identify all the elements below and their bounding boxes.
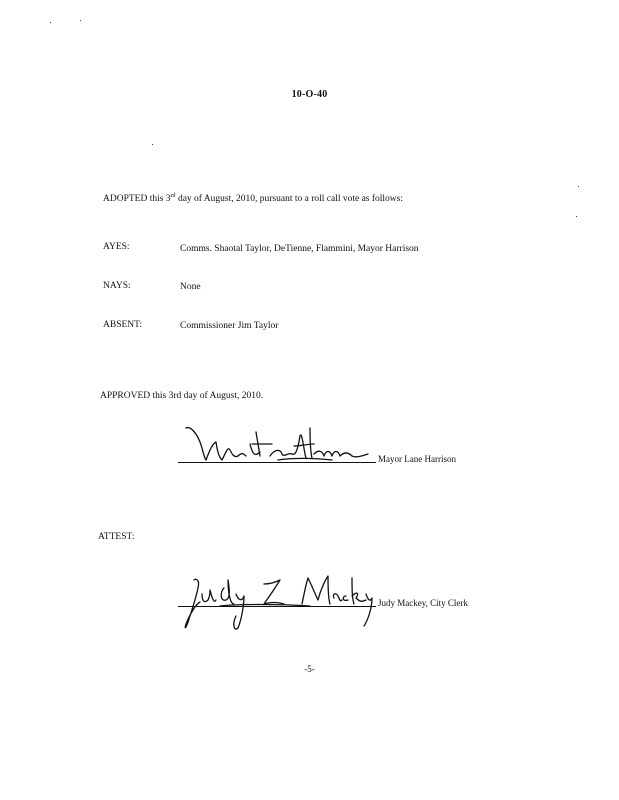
adopted-prefix: ADOPTED this 3 <box>103 194 171 204</box>
adopted-suffix: day of August, 2010, pursuant to a roll call vote as follows: <box>175 194 404 204</box>
ordinance-number: 10-O-40 <box>291 89 328 100</box>
absent-label: ABSENT: <box>103 320 143 330</box>
scan-speck <box>80 20 81 21</box>
approved-statement: APPROVED this 3rd day of August, 2010. <box>100 391 264 401</box>
mayor-signature-line <box>178 462 376 463</box>
scan-speck <box>578 186 579 187</box>
clerk-signature <box>180 570 375 634</box>
page-number: -5- <box>304 664 315 674</box>
adopted-superscript: rd <box>170 193 176 199</box>
ayes-label: AYES: <box>103 242 130 252</box>
nays-label: NAYS: <box>103 281 131 291</box>
ayes-value: Comms. Shaotal Taylor, DeTienne, Flammini, Mayor Harrison <box>180 244 419 254</box>
attest-label: ATTEST: <box>98 532 135 542</box>
mayor-name: Mayor Lane Harrison <box>378 454 456 464</box>
clerk-signature-line <box>178 606 376 607</box>
nays-value: None <box>180 282 201 292</box>
clerk-name: Judy Mackey, City Clerk <box>378 598 468 608</box>
scan-speck <box>576 216 577 217</box>
scan-speck <box>152 144 153 145</box>
scan-speck <box>50 22 51 23</box>
adopted-statement <box>103 193 403 204</box>
absent-value: Commissioner Jim Taylor <box>180 321 279 331</box>
